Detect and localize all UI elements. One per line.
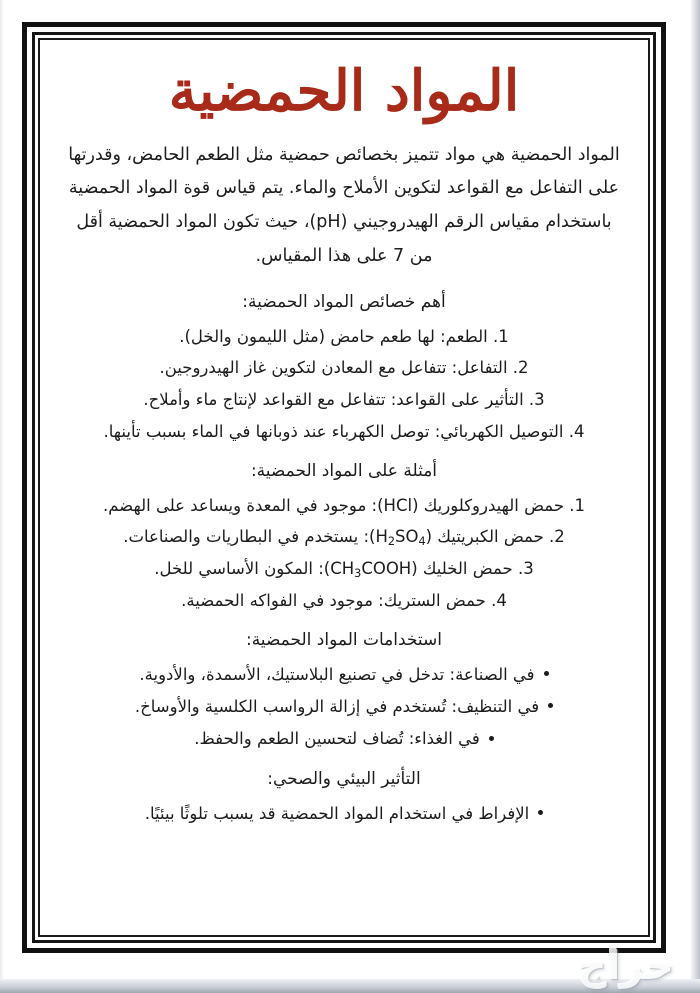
impact-heading: التأثير البيئي والصحي:: [267, 769, 421, 790]
uses-heading: استخدامات المواد الحمضية:: [245, 630, 443, 651]
scan-edge-right: [691, 0, 700, 993]
page-title: المواد الحمضية: [168, 58, 520, 124]
list-item: [62, 659, 626, 691]
section-examples: [62, 456, 626, 616]
chemical-formula: $CH_3COOH$: [330, 559, 412, 581]
list-item: [62, 691, 626, 723]
list-item: [62, 798, 626, 830]
list-item-label: في التنظيف: تُستخدم في إزالة الرواسب الكلسية والأوساخ.: [134, 696, 540, 716]
examples-heading: أمثلة على المواد الحمضية:: [250, 461, 438, 482]
section-impact: [62, 764, 626, 830]
examples-list: [62, 490, 626, 617]
list-item: [62, 723, 626, 755]
list-item: 3. التأثير على القواعد: تتفاعل مع القواعد لإنتاج ماء وأملاح.: [143, 389, 545, 409]
list-item: 2. حمض الكبريتيك $(H_2SO_4)$: يستخدم في البطاريات والصناعات.: [123, 527, 565, 549]
decorative-border-outer: [22, 22, 666, 953]
section-properties: [62, 287, 626, 447]
list-item: 2. التفاعل: تتفاعل مع المعادن لتكوين غاز الهيدروجين.: [159, 358, 529, 378]
scan-edge-left: [0, 0, 4, 993]
chemical-formula: HCl: [383, 495, 413, 515]
document-body: [38, 38, 650, 937]
section-uses: [62, 625, 626, 755]
list-item: 4. حمض الستريك: موجود في الفواكه الحمضية.: [181, 590, 507, 610]
bullet-icon: [544, 671, 549, 676]
properties-heading: أهم خصائص المواد الحمضية:: [242, 292, 446, 313]
scan-edge-bottom: [0, 979, 700, 993]
bullet-icon: [489, 736, 494, 741]
chemical-formula: $H_2SO_4$: [375, 527, 426, 549]
impact-list: [62, 798, 626, 830]
list-item-label: في الغذاء: تُضاف لتحسين الطعم والحفظ.: [194, 729, 480, 749]
list-item-label: في الصناعة: تدخل في تصنيع البلاستيك، الأسمدة، والأدوية.: [139, 664, 535, 684]
list-item: 1. الطعم: لها طعم حامض (مثل الليمون والخل).: [179, 326, 509, 346]
list-item: 1. حمض الهيدروكلوريك (HCl): موجود في المعدة ويساعد على الهضم.: [102, 495, 586, 515]
intro-paragraph: المواد الحمضية هي مواد تتميز بخصائص حمضية مثل الطعم الحامض، وقدرتها على التفاعل مع القواعد لتكوين الأملاح والماء. يتم قياس قوة المواد الحمضية باستخدام مقياس الرقم الهيدروجيني (pH)، حيث تكون المواد الحمضية أقل من 7 على هذا المقياس.: [68, 144, 620, 266]
properties-list: [62, 321, 626, 448]
list-item: 3. حمض الخليك $(CH_3COOH)$: المكون الأساسي للخل.: [154, 559, 534, 581]
list-item-label: الإفراط في استخدام المواد الحمضية قد يسبب تلوثًا بيئيًا.: [144, 803, 530, 823]
bullet-icon: [538, 810, 543, 815]
list-item: 4. التوصيل الكهربائي: توصل الكهرباء عند ذوبانها في الماء بسبب تأينها.: [103, 421, 585, 441]
watermark: حراج: [577, 943, 674, 989]
uses-list: [62, 659, 626, 756]
document-content: [40, 40, 648, 849]
bullet-icon: [548, 703, 553, 708]
